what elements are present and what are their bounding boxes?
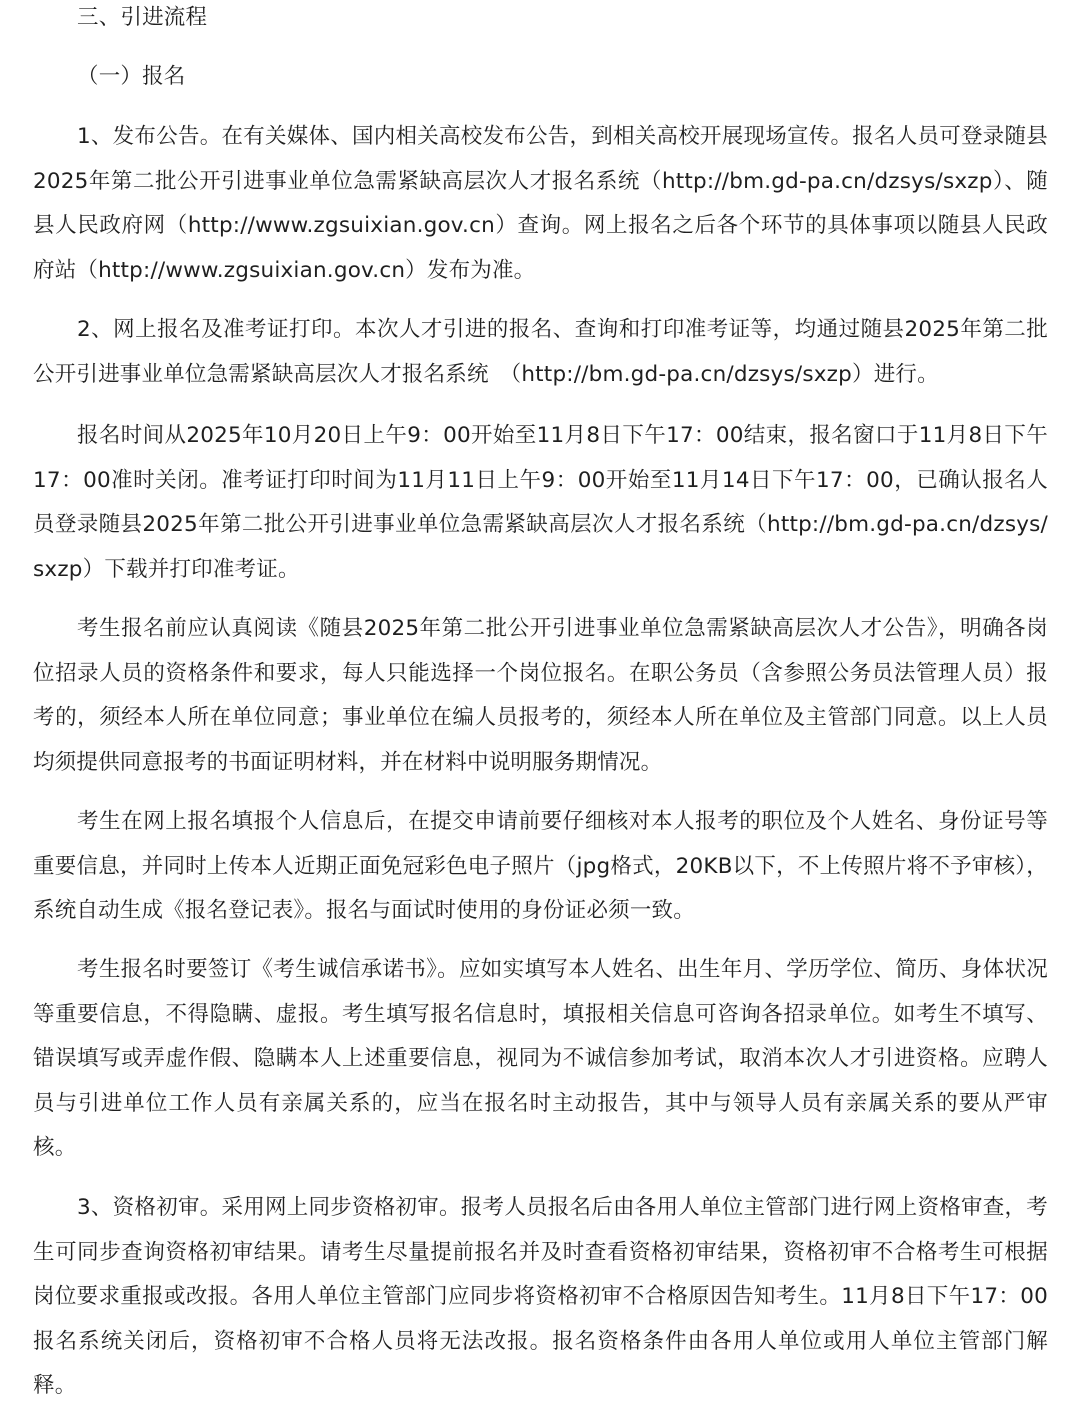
paragraph-publish-notice: 1、发布公告。在有关媒体、国内相关高校发布公告，到相关高校开展现场宣传。报名人员可登录随县2025年第二批公开引进事业单位急需紧缺高层次人才报名系统（http://bm.gd-pa.cn/dzsys/sxzp）、随县人民政府网（http://www.zgsuixian.gov.cn）查询。网上报名之后各个环节的具体事项以随县人民政府站（http://www.zgsuixian.gov.cn）发布为准。 [33,124,1048,283]
paragraph-read-announcement: 考生报名前应认真阅读《随县2025年第二批公开引进事业单位急需紧缺高层次人才公告》，明确各岗位招录人员的资格条件和要求，每人只能选择一个岗位报名。在职公务员（含参照公务员法管理人员）报考的，须经本人所在单位同意；事业单位在编人员报考的，须经本人所在单位及主管部门同意。以上人员均须提供同意报考的书面证明材料，并在材料中说明服务期情况。 [33,616,1048,775]
paragraph-integrity-pledge: 考生报名时要签订《考生诚信承诺书》。应如实填写本人姓名、出生年月、学历学位、简历、身体状况等重要信息，不得隐瞒、虚报。考生填写报名信息时，填报相关信息可咨询各招录单位。如考生不填写、错误填写或弄虚作假、隐瞒本人上述重要信息，视同为不诚信参加考试，取消本次人才引进资格。应聘人员与引进单位工作人员有亲属关系的，应当在报名时主动报告，其中与领导人员有亲属关系的要从严审核。 [33,957,1048,1160]
subsection-title: （一）报名 [77,64,186,89]
section-title: 三、引进流程 [77,5,208,30]
paragraph-online-registration: 2、网上报名及准考证打印。本次人才引进的报名、查询和打印准考证等，均通过随县2025年第二批公开引进事业单位急需紧缺高层次人才报名系统 （http://bm.gd-pa.cn/dzsys/sxzp）进行。 [33,317,1048,387]
paragraph-registration-time: 报名时间从2025年10月20日上午9：00开始至11月8日下午17：00结束，报名窗口于11月8日下午17：00准时关闭。准考证打印时间为11月11日上午9：00开始至11月14日下午17：00，已确认报名人员登录随县2025年第二批公开引进事业单位急需紧缺高层次人才报名系统（http://bm.gd-pa.cn/dzsys/sxzp）下载并打印准考证。 [33,423,1048,582]
paragraph-qualification-review: 3、资格初审。采用网上同步资格初审。报考人员报名后由各用人单位主管部门进行网上资格审查，考生可同步查询资格初审结果。请考生尽量提前报名并及时查看资格初审结果，资格初审不合格考生可根据岗位要求重报或改报。各用人单位主管部门应同步将资格初审不合格原因告知考生。11月8日下午17：00报名系统关闭后，资格初审不合格人员将无法改报。报名资格条件由各用人单位或用人单位主管部门解释。 [33,1195,1048,1398]
paragraph-personal-info: 考生在网上报名填报个人信息后，在提交申请前要仔细核对本人报考的职位及个人姓名、身份证号等重要信息，并同时上传本人近期正面免冠彩色电子照片（jpg格式，20KB以下，不上传照片将不予审核），系统自动生成《报名登记表》。报名与面试时使用的身份证必须一致。 [33,809,1048,923]
